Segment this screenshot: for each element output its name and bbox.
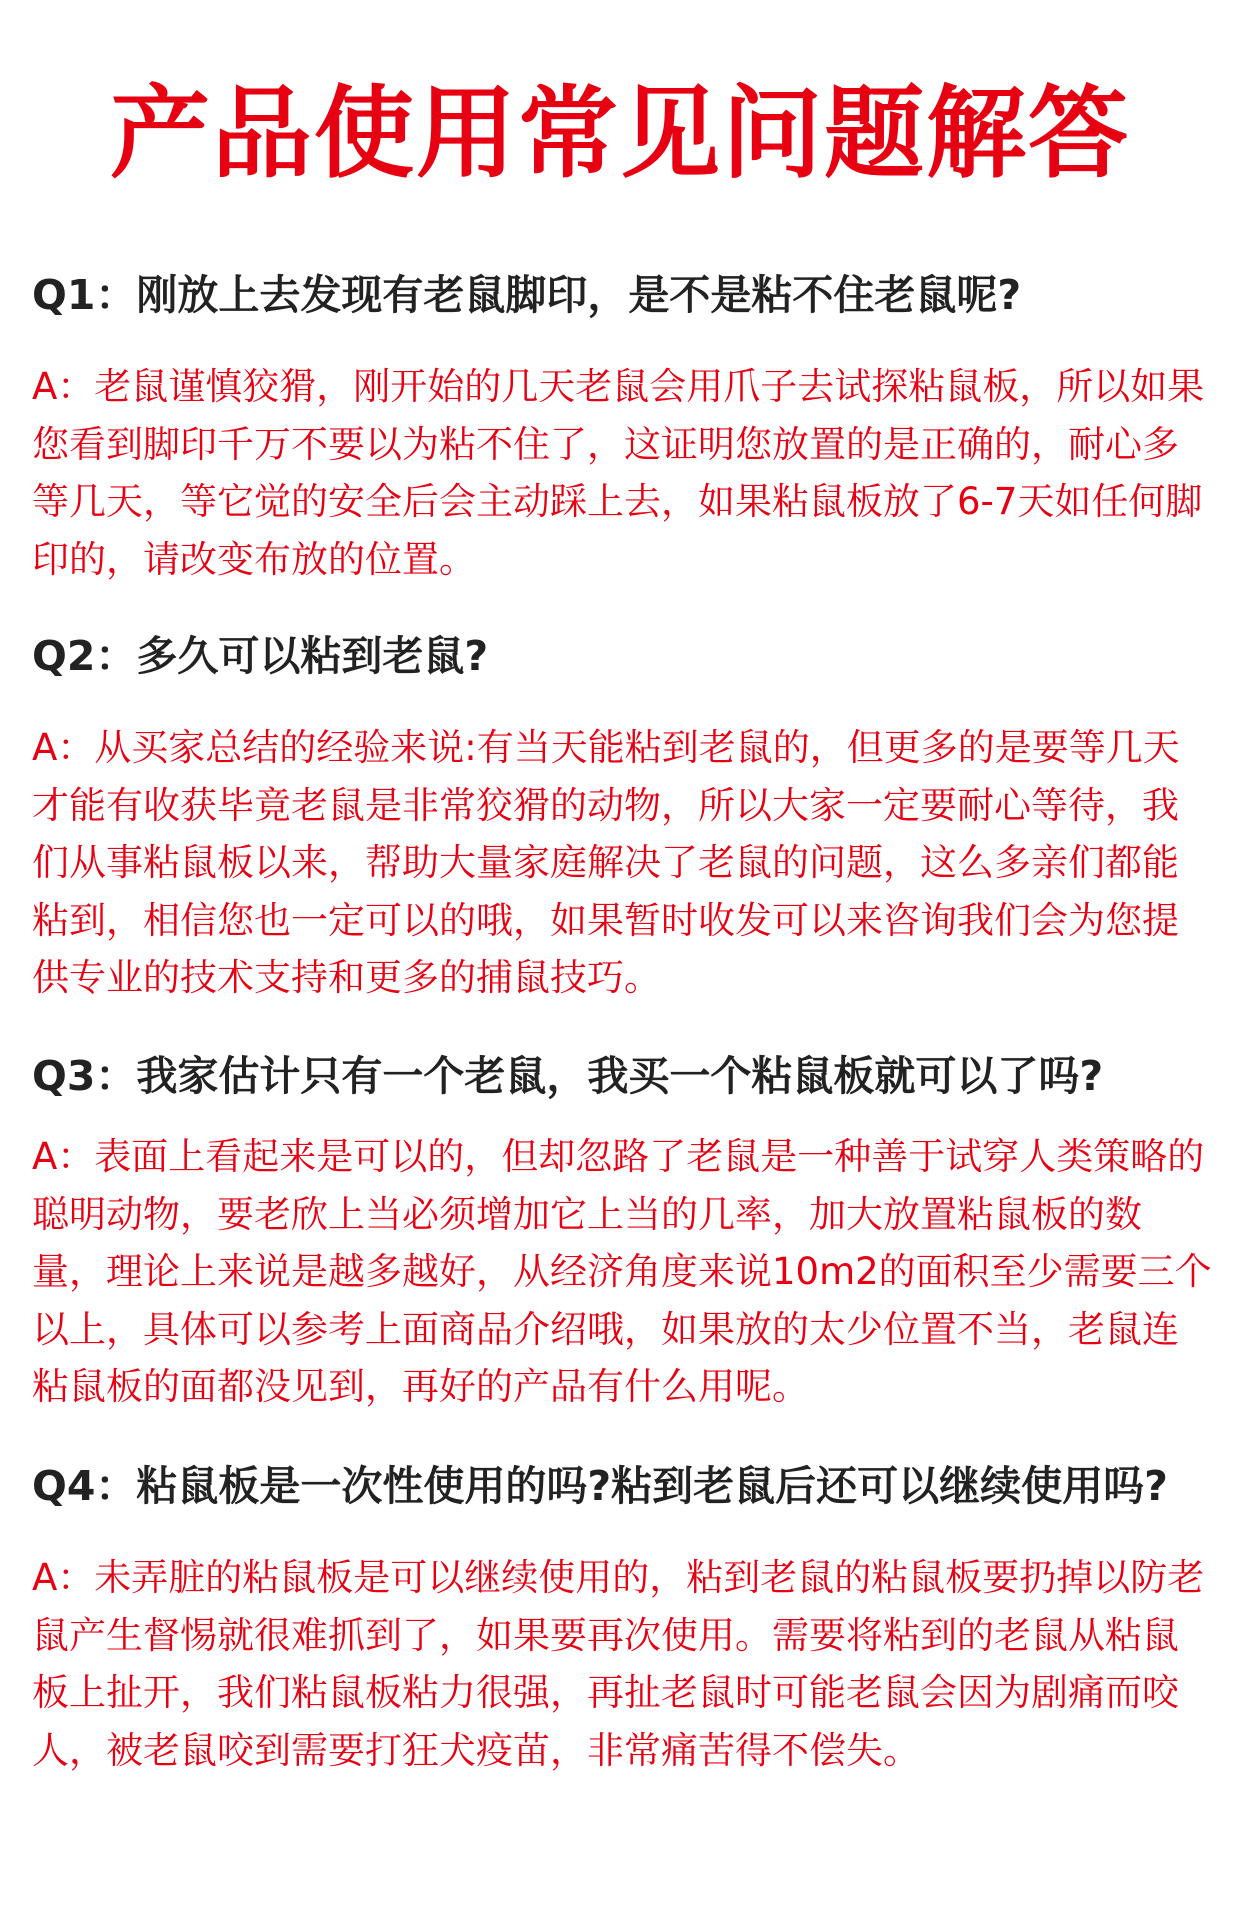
faq-question-4: Q4：粘鼠板是一次性使用的吗?粘到老鼠后还可以继续使用吗?: [32, 1462, 1168, 1510]
faq-answer-3: A：表面上看起来是可以的，但却忽路了老鼠是一种善于试穿人类策略的聪明动物，要老欣上当必须增加它上当的几率，加大放置粘鼠板的数量，理论上来说是越多越好，从经济角度来说10m2的面积至少需要三个以上，具体可以参考上面商品介绍哦，如果放的太少位置不当，老鼠连粘鼠板的面都没见到，再好的产品有什么用呢。: [32, 1135, 1212, 1408]
faq-question-1: Q1：刚放上去发现有老鼠脚印，是不是粘不住老鼠呢?: [32, 271, 1022, 319]
faq-item-1: [32, 265, 1212, 588]
faq-question-2: Q2：多久可以粘到老鼠?: [32, 632, 489, 680]
faq-question-3: Q3：我家估计只有一个老鼠，我买一个粘鼠板就可以了吗?: [32, 1052, 1104, 1100]
faq-item-3: [32, 1046, 1212, 1416]
faq-answer-1: A：老鼠谨慎狡猾，刚开始的几天老鼠会用爪子去试探粘鼠板，所以如果您看到脚印千万不要以为粘不住了，这证明您放置的是正确的，耐心多等几天，等它觉的安全后会主动踩上去，如果粘鼠板放了6-7天如任何脚印的，请改变布放的位置。: [32, 365, 1205, 581]
faq-answer-2: A：从买家总结的经验来说:有当天能粘到老鼠的，但更多的是要等几天才能有收获毕竟老鼠是非常狡猾的动物，所以大家一定要耐心等待，我们从事粘鼠板以来，帮助大量家庭解决了老鼠的问题，这么多亲们都能粘到，相信您也一定可以的哦，如果暂时收发可以来咨询我们会为您提供专业的技术支持和更多的捕鼠技巧。: [32, 726, 1180, 999]
faq-item-2: [32, 626, 1212, 1007]
page-title: 产品使用常见问题解答: [110, 75, 1130, 192]
faq-item-4: [32, 1456, 1212, 1779]
faq-answer-4: A：未弄脏的粘鼠板是可以继续使用的，粘到老鼠的粘鼠板要扔掉以防老鼠产生督惕就很难抓到了，如果要再次使用。需要将粘到的老鼠从粘鼠板上扯开，我们粘鼠板粘力很强，再扯老鼠时可能老鼠会因为剧痛而咬人，被老鼠咬到需要打狂犬疫苗，非常痛苦得不偿失。: [32, 1556, 1205, 1772]
